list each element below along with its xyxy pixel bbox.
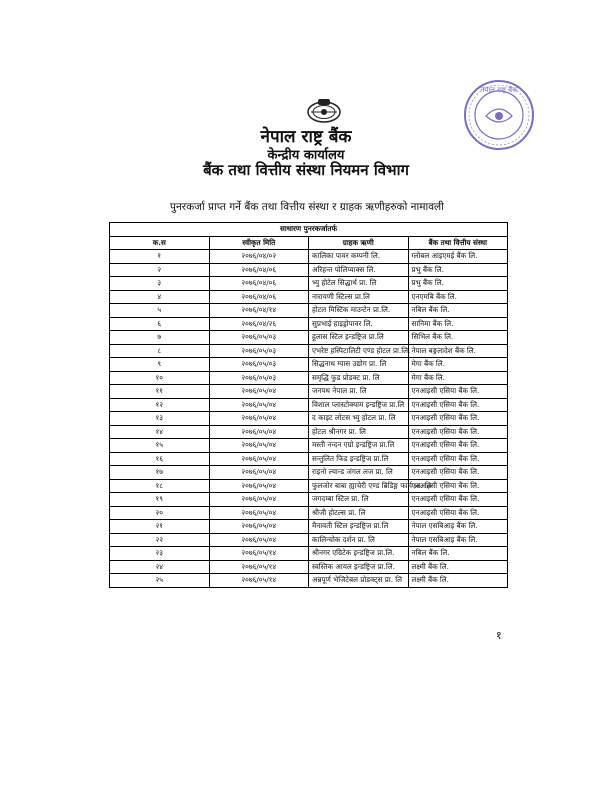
bank-cell: नेपाल बङ्गलादेश बैंक लि. bbox=[408, 344, 508, 358]
borrower-cell: सुप्रभाई हाइड्रोपावर लि. bbox=[309, 317, 409, 331]
serial-cell: ४ bbox=[110, 290, 210, 304]
table-row bbox=[110, 425, 508, 439]
serial-cell: १ bbox=[110, 250, 210, 264]
col-borrower: ग्राहक ऋणी bbox=[309, 236, 409, 250]
table-row bbox=[110, 560, 508, 574]
col-serial: क.स bbox=[110, 236, 210, 250]
table-row bbox=[110, 317, 508, 331]
table-row bbox=[110, 304, 508, 318]
bank-cell: नबिल बैंक लि. bbox=[408, 304, 508, 318]
date-cell: २०७६/०५/०३ bbox=[209, 371, 309, 385]
borrower-cell: सिद्धनाथ ग्यास उद्योग प्रा. लि bbox=[309, 358, 409, 372]
serial-cell: २४ bbox=[110, 560, 210, 574]
borrower-cell: श्रीजी होटल्स प्रा. लि bbox=[309, 506, 409, 520]
date-cell: २०७६/०५/०४ bbox=[209, 479, 309, 493]
date-cell: २०७६/०५/०४ bbox=[209, 385, 309, 399]
borrower-cell: मस्ती नन्दन एग्रो इन्डष्ट्रिज प्रा.लि bbox=[309, 439, 409, 453]
serial-cell: २३ bbox=[110, 547, 210, 561]
borrower-cell: स्वस्तिक आयल इन्डष्ट्रिज प्रा.लि. bbox=[309, 560, 409, 574]
serial-cell: १८ bbox=[110, 479, 210, 493]
borrower-cell: नारायणी स्टिल्स प्रा.लि bbox=[309, 290, 409, 304]
borrower-cell: कालिन्चोक दर्शन प्रा. लि bbox=[309, 533, 409, 547]
date-cell: २०७६/०४/०६ bbox=[209, 277, 309, 291]
table-row bbox=[110, 344, 508, 358]
serial-cell: १४ bbox=[110, 425, 210, 439]
refinance-table bbox=[109, 222, 508, 588]
col-approval-date: स्वीकृत मिति bbox=[209, 236, 309, 250]
bank-cell: लक्ष्मी बैंक लि. bbox=[408, 560, 508, 574]
table-row bbox=[110, 358, 508, 372]
date-cell: २०७६/०५/०३ bbox=[209, 331, 309, 345]
serial-cell: ८ bbox=[110, 344, 210, 358]
serial-cell: ३ bbox=[110, 277, 210, 291]
serial-cell: २२ bbox=[110, 533, 210, 547]
bank-cell: एनआइसी एसिया बैंक लि. bbox=[408, 425, 508, 439]
serial-cell: १९ bbox=[110, 493, 210, 507]
document-subtitle: पुनरकर्जा प्राप्त गर्ने बैंक तथा वित्तीय संस्था र ग्राहक ऋणीहरुको नामावली bbox=[170, 201, 444, 213]
bank-cell: मेगा बैंक लि. bbox=[408, 371, 508, 385]
table-row bbox=[110, 466, 508, 480]
serial-cell: ७ bbox=[110, 331, 210, 345]
date-cell: २०७६/०५/०४ bbox=[209, 520, 309, 534]
table-row bbox=[110, 439, 508, 453]
group-header: साधारण पुनरकर्जातर्फ bbox=[110, 223, 508, 237]
table-body bbox=[110, 250, 508, 588]
borrower-cell: जगदम्बा स्टिल प्रा. लि bbox=[309, 493, 409, 507]
borrower-cell: अरिहन्त पोलिप्याक्स लि. bbox=[309, 263, 409, 277]
date-cell: २०७६/०५/०४ bbox=[209, 533, 309, 547]
date-cell: २०७६/०४/१४ bbox=[209, 304, 309, 318]
borrower-cell: फुलजोर बाबा ह्याचेरी एण्ड ब्रिडिङ्ग फार्म प्रा. लि bbox=[309, 479, 409, 493]
borrower-cell: कालिका पावर कम्पनी लि. bbox=[309, 250, 409, 264]
nrb-logo-icon bbox=[305, 96, 343, 124]
department-name: बैंक तथा वित्तीय संस्था नियमन विभाग bbox=[203, 161, 409, 179]
table-row bbox=[110, 574, 508, 588]
column-header-row bbox=[110, 236, 508, 250]
date-cell: २०७६/०४/०६ bbox=[209, 290, 309, 304]
page-number: १ bbox=[496, 629, 502, 642]
bank-cell: प्रभु बैंक लि. bbox=[408, 263, 508, 277]
date-cell: २०७६/०५/१४ bbox=[209, 547, 309, 561]
serial-cell: १५ bbox=[110, 439, 210, 453]
bank-cell: एनएमबि बैंक लि. bbox=[408, 290, 508, 304]
serial-cell: २१ bbox=[110, 520, 210, 534]
borrower-cell: एभरेष्ट हस्पिटालिटी एण्ड होटल प्रा.लि. bbox=[309, 344, 409, 358]
borrower-cell: अन्नपूर्ण भेजिटेबल प्रोडक्ट्स प्रा. लि bbox=[309, 574, 409, 588]
date-cell: २०७६/०५/०४ bbox=[209, 439, 309, 453]
group-header-row bbox=[110, 223, 508, 237]
serial-cell: ९ bbox=[110, 358, 210, 372]
serial-cell: १७ bbox=[110, 466, 210, 480]
date-cell: २०७६/०५/०४ bbox=[209, 506, 309, 520]
org-name: नेपाल राष्ट्र बैंक bbox=[260, 127, 352, 147]
date-cell: २०७६/०४/०६ bbox=[209, 263, 309, 277]
table-row bbox=[110, 331, 508, 345]
date-cell: २०७६/०५/०४ bbox=[209, 412, 309, 426]
bank-cell: एनआइसी एसिया बैंक लि. bbox=[408, 398, 508, 412]
borrower-cell: द काइट लोटस भ्यु होटल प्रा. लि bbox=[309, 412, 409, 426]
bank-cell: सानिमा बैंक लि. bbox=[408, 317, 508, 331]
date-cell: २०७६/०५/१४ bbox=[209, 574, 309, 588]
table-row bbox=[110, 385, 508, 399]
bank-cell: एनआइसी एसिया बैंक लि. bbox=[408, 506, 508, 520]
table-row bbox=[110, 520, 508, 534]
svg-text:नेपाल राष्ट्र बैंक: नेपाल राष्ट्र बैंक bbox=[480, 86, 518, 94]
borrower-cell: जनपथ नेपाल प्रा. लि bbox=[309, 385, 409, 399]
bank-cell: एनआइसी एसिया बैंक लि. bbox=[408, 466, 508, 480]
date-cell: २०७६/०५/०४ bbox=[209, 398, 309, 412]
table-row bbox=[110, 452, 508, 466]
col-bank: बैंक तथा वित्तीय संस्था bbox=[408, 236, 508, 250]
borrower-cell: विशाल प्लास्टोक्याम इन्डष्ट्रिज प्रा.लि bbox=[309, 398, 409, 412]
office-name: केन्द्रीय कार्यालय bbox=[267, 148, 345, 163]
bank-cell: नबिल बैंक लि. bbox=[408, 547, 508, 561]
serial-cell: १६ bbox=[110, 452, 210, 466]
serial-cell: ६ bbox=[110, 317, 210, 331]
bank-cell: लक्ष्मी बैंक लि. bbox=[408, 574, 508, 588]
serial-cell: १० bbox=[110, 371, 210, 385]
borrower-cell: राइनो ल्यान्ड जंगल लज प्रा. लि bbox=[309, 466, 409, 480]
serial-cell: २० bbox=[110, 506, 210, 520]
table-row bbox=[110, 250, 508, 264]
date-cell: २०७६/०५/०४ bbox=[209, 425, 309, 439]
table-row bbox=[110, 493, 508, 507]
serial-cell: १२ bbox=[110, 398, 210, 412]
table-row bbox=[110, 412, 508, 426]
borrower-cell: भ्यु होटेल सिद्धार्थ प्रा. लि bbox=[309, 277, 409, 291]
date-cell: २०७६/०५/०४ bbox=[209, 493, 309, 507]
borrower-cell: मैनावती स्टिल इन्डष्ट्रिज प्रा.लि bbox=[309, 520, 409, 534]
borrower-cell: होटल मिस्टिक माउन्टेन प्रा.लि. bbox=[309, 304, 409, 318]
date-cell: २०७६/०५/०३ bbox=[209, 344, 309, 358]
borrower-cell: हुलास स्टिल इन्डष्ट्रिज प्रा.लि bbox=[309, 331, 409, 345]
bank-cell: एनआइसी एसिया बैंक लि. bbox=[408, 385, 508, 399]
serial-cell: २५ bbox=[110, 574, 210, 588]
table-row bbox=[110, 479, 508, 493]
table-row bbox=[110, 290, 508, 304]
bank-cell: एनआइसी एसिया बैंक लि. bbox=[408, 479, 508, 493]
table-row bbox=[110, 263, 508, 277]
serial-cell: २ bbox=[110, 263, 210, 277]
serial-cell: ५ bbox=[110, 304, 210, 318]
bank-cell: मेगा बैंक लि. bbox=[408, 358, 508, 372]
borrower-cell: समृद्धि फुड प्रोडक्ट प्रा. लि bbox=[309, 371, 409, 385]
bank-cell: एनआइसी एसिया बैंक लि. bbox=[408, 439, 508, 453]
table-row bbox=[110, 277, 508, 291]
date-cell: २०७६/०५/०४ bbox=[209, 466, 309, 480]
date-cell: २०७६/०५/१४ bbox=[209, 560, 309, 574]
bank-cell: ग्लोबल आइएमई बैंक लि. bbox=[408, 250, 508, 264]
date-cell: २०७६/०४/२६ bbox=[209, 317, 309, 331]
table-row bbox=[110, 547, 508, 561]
bank-cell: सिभिल बैंक लि. bbox=[408, 331, 508, 345]
table-row bbox=[110, 533, 508, 547]
bank-cell: नेपाल एसबिआइ बैंक लि. bbox=[408, 520, 508, 534]
borrower-cell: श्रीनगर एग्रिटेक इन्डष्ट्रिज प्रा.लि. bbox=[309, 547, 409, 561]
table-row bbox=[110, 398, 508, 412]
bank-cell: नेपाल एसबिआइ बैंक लि. bbox=[408, 533, 508, 547]
bank-cell: एनआइसी एसिया बैंक लि. bbox=[408, 493, 508, 507]
borrower-cell: सन्तुलित फिड इन्डष्ट्रिज प्रा.लि bbox=[309, 452, 409, 466]
bank-cell: एनआइसी एसिया बैंक लि. bbox=[408, 452, 508, 466]
table-row bbox=[110, 371, 508, 385]
bank-cell: प्रभु बैंक लि. bbox=[408, 277, 508, 291]
date-cell: २०७६/०५/०३ bbox=[209, 358, 309, 372]
borrower-cell: होटल श्रीनगर प्रा. लि bbox=[309, 425, 409, 439]
table-row bbox=[110, 506, 508, 520]
serial-cell: १३ bbox=[110, 412, 210, 426]
serial-cell: ११ bbox=[110, 385, 210, 399]
date-cell: २०७६/०५/०४ bbox=[209, 452, 309, 466]
date-cell: २०७६/०४/०२ bbox=[209, 250, 309, 264]
bank-cell: एनआइसी एसिया बैंक लि. bbox=[408, 412, 508, 426]
